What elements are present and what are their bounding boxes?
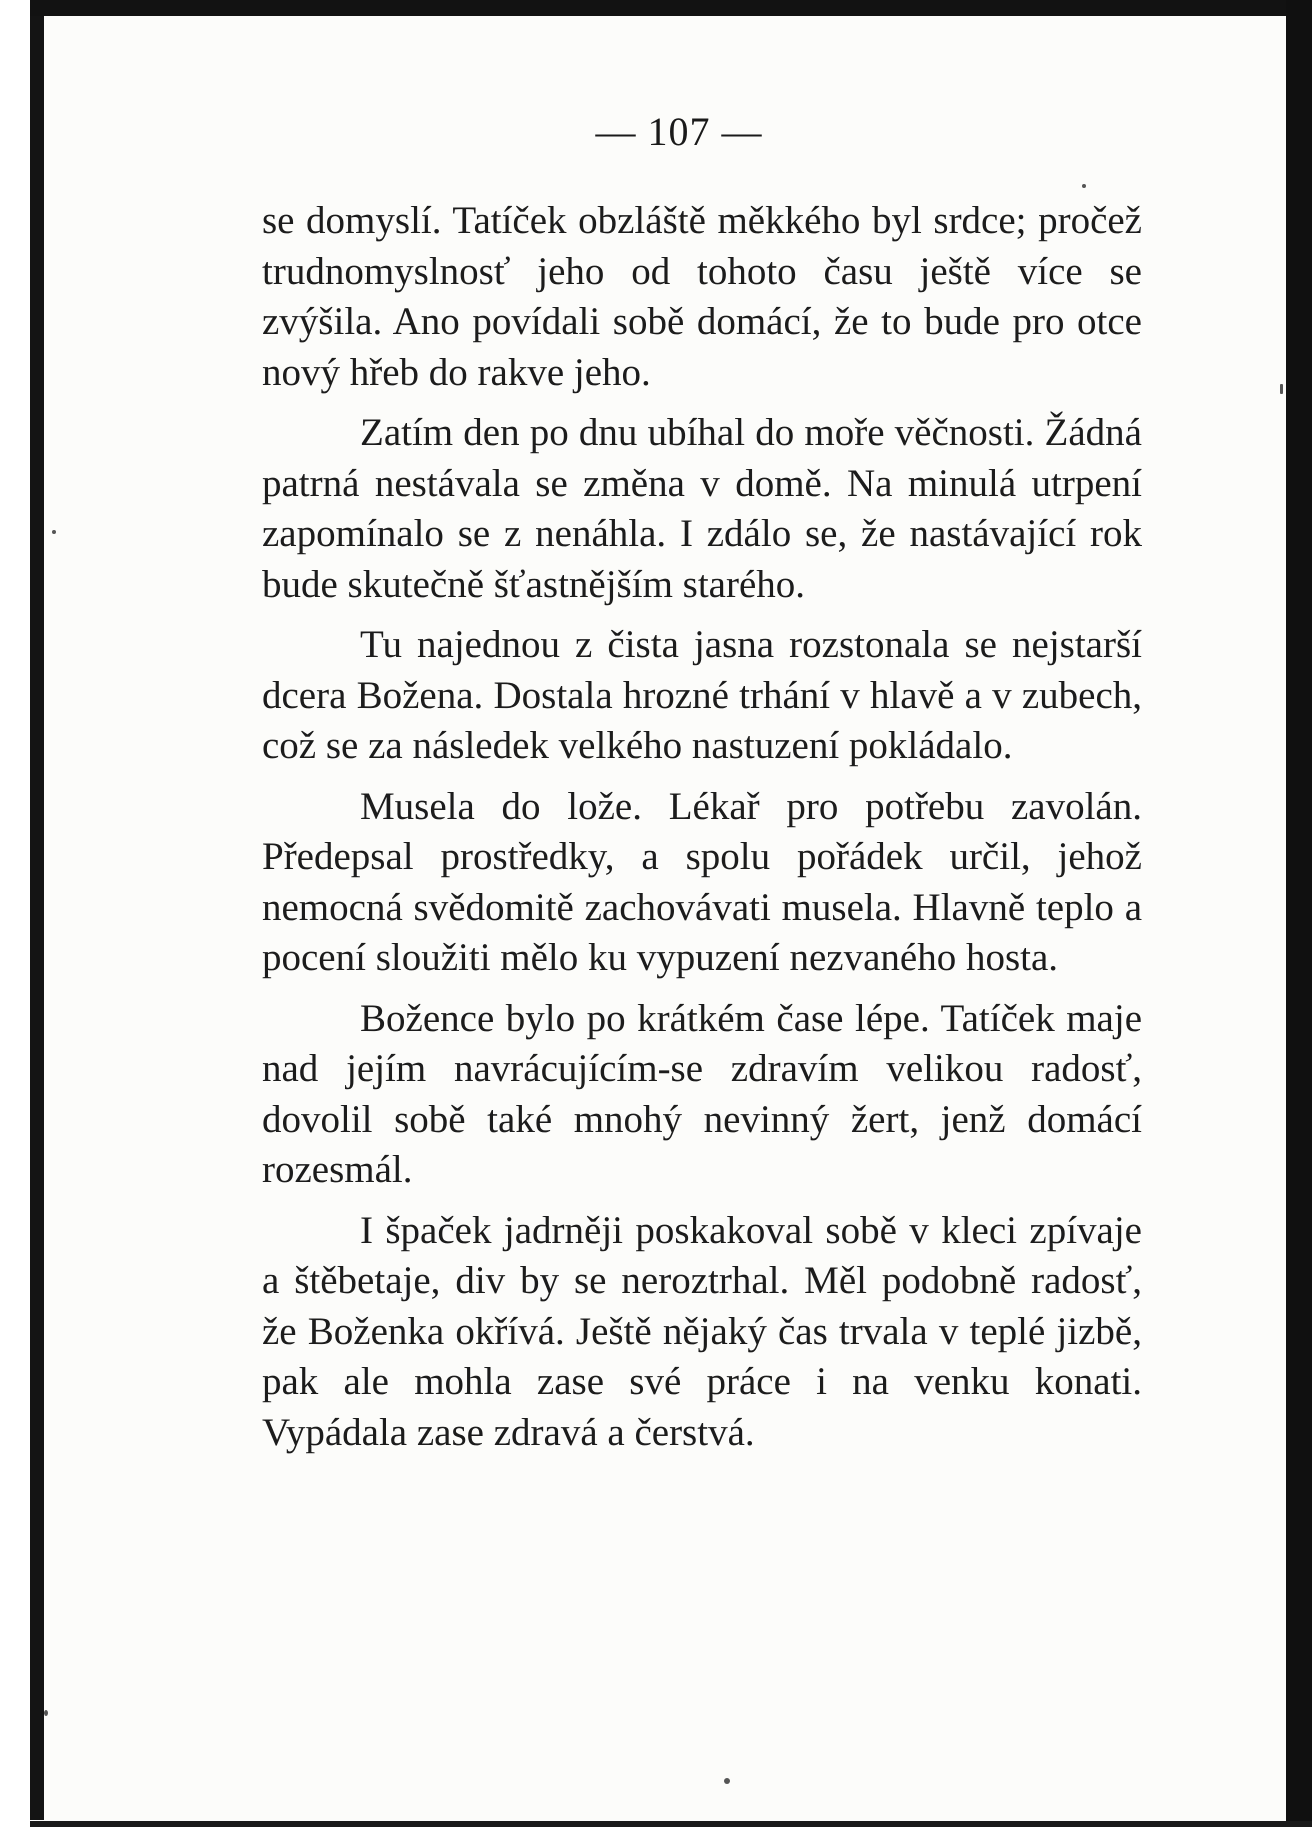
scan-speck	[724, 1778, 730, 1784]
paragraph: I špaček jadrněji poskakoval sobě v kleci zpívaje a štěbetaje, div by se neroztrhal. Měl podobně radosť, že Boženka okřívá. Ještě nějaký čas trvala v teplé jizbě, pak ale mohla zase své práce i na venku konati. Vypádala zase zdravá a čerstvá.	[262, 1208, 1142, 1454]
scan-speck	[52, 530, 56, 534]
paragraph: Tu najednou z čista jasna rozstonala se nejstarší dcera Božena. Dostala hrozné trhání v hlavě a v zubech, což se za následek velkého nastuzení pokládalo.	[262, 623, 1142, 767]
scan-speck	[44, 1710, 48, 1716]
paragraph: Božence bylo po krátkém čase lépe. Tatíček maje nad jejím navrácujícím-se zdravím velikou radosť, dovolil sobě také mnohý nevinný žert, jenž domácí rozesmál.	[262, 996, 1142, 1191]
scan-border-right	[1286, 0, 1312, 1827]
binding-edge	[30, 8, 44, 1820]
paragraph: Zatím den po dnu ubíhal do moře věčnosti. Žádná patrná nestávala se změna v domě. Na minulá utrpení zapomínalo se z nenáhla. I zdálo se, že nastávající rok bude skutečně šťastnějším starého.	[262, 411, 1142, 606]
page-number: — 107 —	[595, 109, 763, 154]
scan-border-bottom	[30, 1821, 1312, 1827]
scan-speck	[1082, 184, 1086, 188]
scan-border-top	[30, 0, 1312, 16]
scan-speck	[1280, 384, 1283, 394]
body-text	[262, 196, 1142, 1458]
paragraph: se domyslí. Tatíček obzláště měkkého byl srdce; pročež trudnomyslnosť jeho od tohoto času ještě více se zvýšila. Ano povídali sobě domácí, že to bude pro otce nový hřeb do rakve jeho.	[262, 199, 1142, 394]
paragraph: Musela do lože. Lékař pro potřebu zavolán. Předepsal prostředky, a spolu pořádek určil, jehož nemocná svědomitě zachovávati musela. Hlavně teplo a pocení sloužiti mělo ku vypuzení nezvaného hosta.	[262, 784, 1142, 979]
